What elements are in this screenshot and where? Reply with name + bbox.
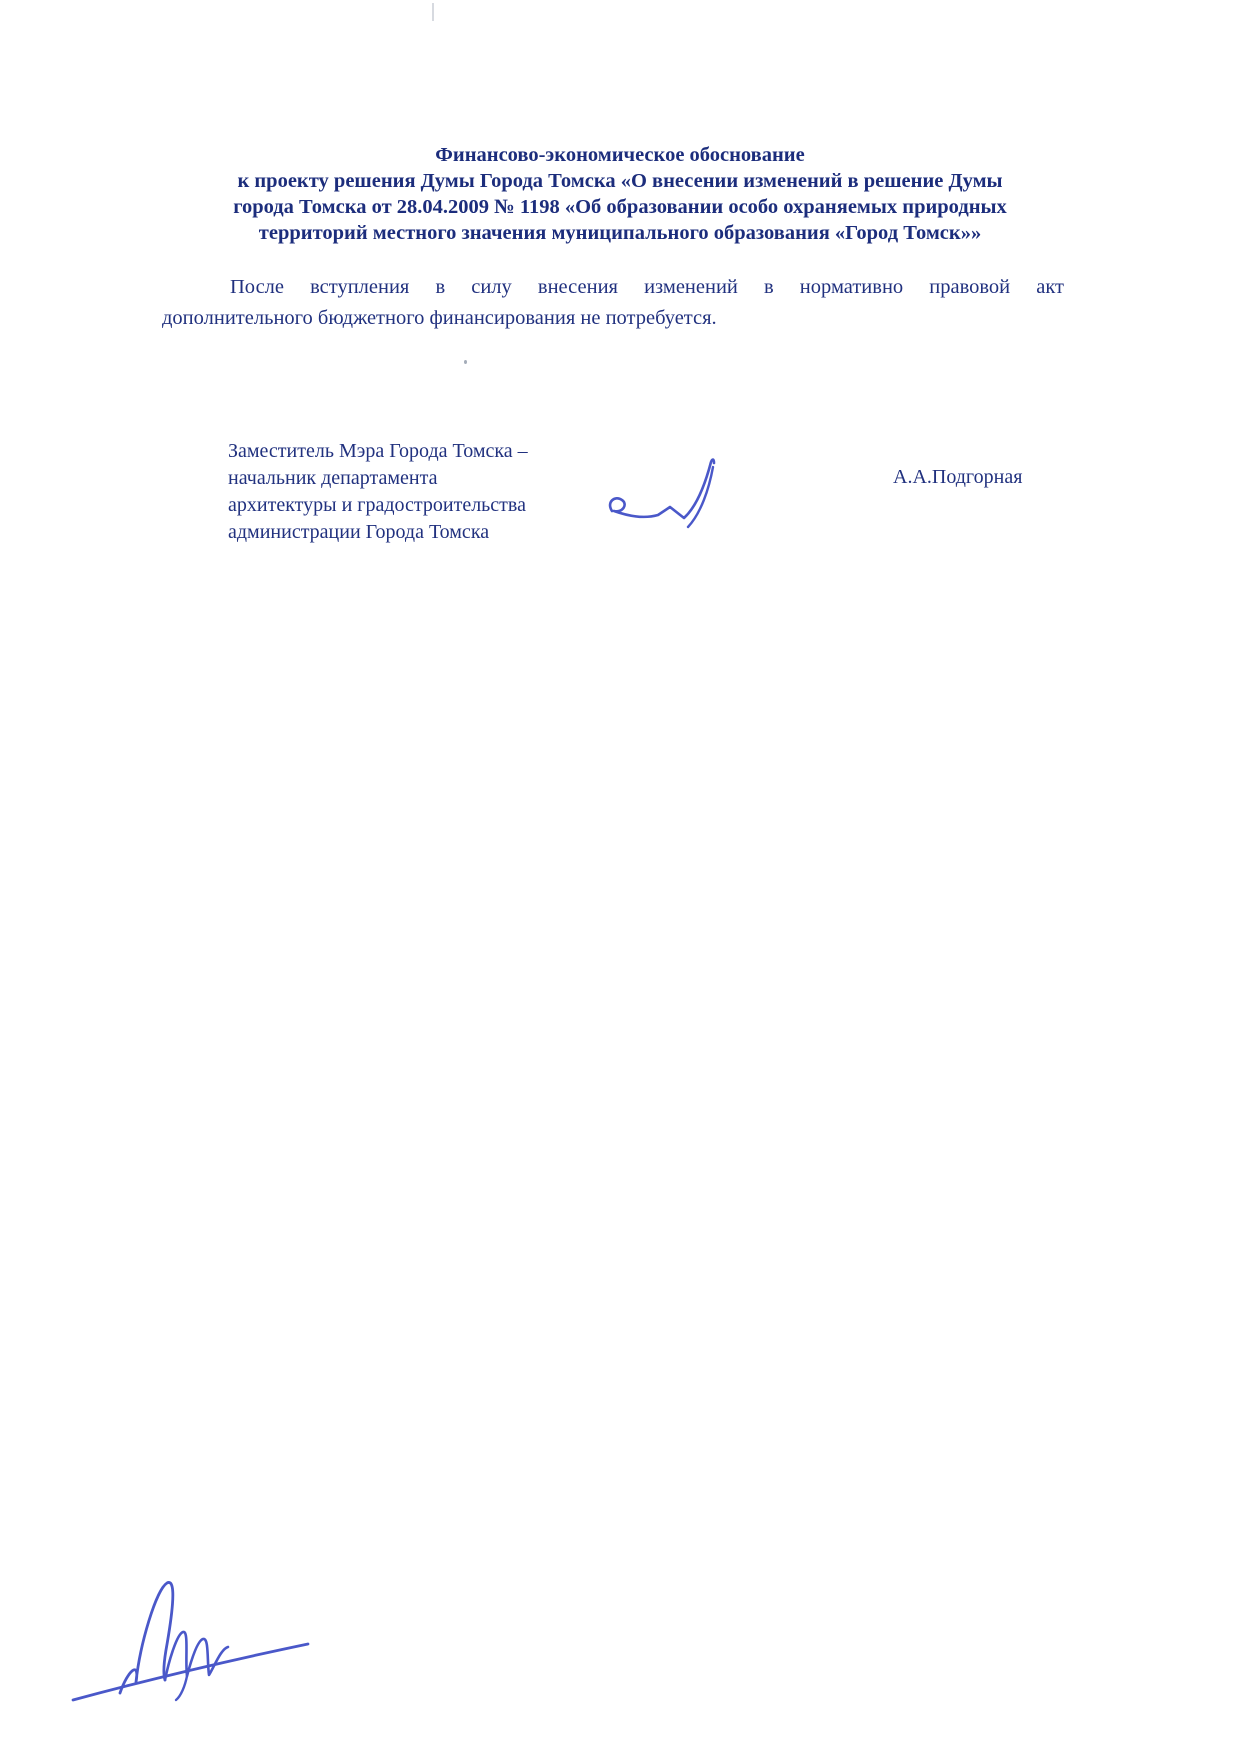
position-line: начальник департамента [228,467,438,489]
scan-artifact-tick [432,3,434,21]
title-line: города Томска от 28.04.2009 № 1198 «Об образовании особо охраняемых природных [233,196,1007,218]
title-line: к проекту решения Думы Города Томска «О внесении изменений в решение Думы [237,170,1003,192]
signer-name: А.А.Подгорная [893,466,1023,488]
document-title [120,142,1120,246]
title-line: Финансово-экономическое обоснование [435,144,805,166]
paragraph-line: дополнительного бюджетного финансирования не потребуется. [162,307,717,329]
position-line: Заместитель Мэра Города Томска – [228,440,528,462]
position-line: администрации Города Томска [228,521,490,543]
signatory-position-block [228,438,588,546]
body-paragraph [162,272,1064,334]
signature-ink-main [598,455,743,547]
scan-artifact-dot [464,360,467,364]
paragraph-line: После вступления в силу внесения изменений в нормативно правовой акт [230,276,1064,298]
title-line: территорий местного значения муниципального образования «Город Томск»» [258,222,982,244]
position-line: архитектуры и градостроительства [228,494,526,516]
signature-ink-bottom [68,1548,313,1713]
